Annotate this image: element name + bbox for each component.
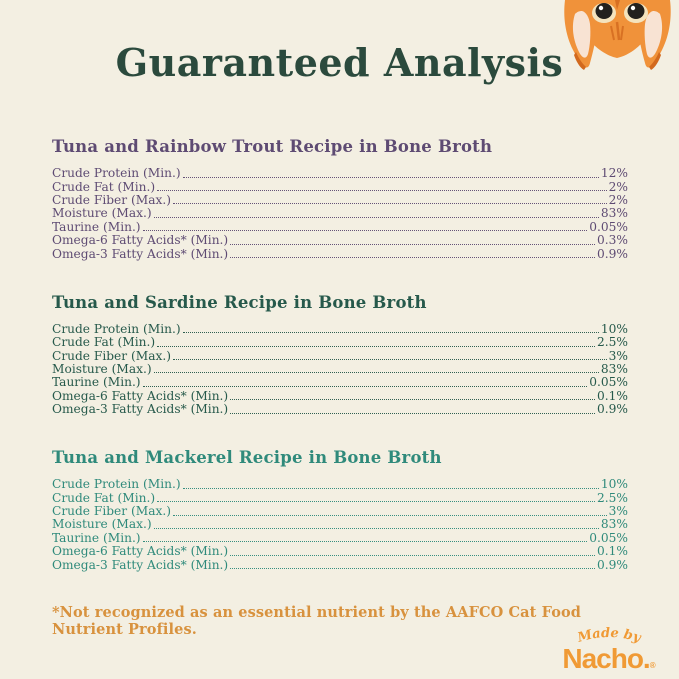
dot-leader	[157, 190, 606, 191]
nutrient-label: Omega-3 Fatty Acids* (Min.)	[52, 402, 229, 417]
nutrient-value: 2.5%	[597, 335, 628, 350]
nutrient-value: 2%	[608, 192, 628, 207]
analysis-row	[52, 558, 628, 571]
nutrient-value: 10%	[600, 477, 628, 492]
nutrient-label: Crude Protein (Min.)	[52, 166, 181, 181]
dot-leader	[183, 177, 599, 178]
dot-leader	[157, 346, 595, 347]
nutrient-label: Moisture (Max.)	[52, 517, 152, 532]
dot-leader	[230, 399, 595, 400]
dot-leader	[173, 359, 607, 360]
dot-leader	[183, 332, 599, 333]
nutrient-value: 83%	[600, 206, 628, 221]
analysis-row	[52, 491, 628, 504]
analysis-section	[52, 293, 628, 417]
section-heading: Tuna and Mackerel Recipe in Bone Broth	[52, 448, 442, 468]
nutrient-label: Crude Protein (Min.)	[52, 477, 181, 492]
dot-leader	[173, 203, 607, 204]
logo-tagline: Made by	[576, 625, 643, 646]
dot-leader	[230, 244, 595, 245]
analysis-section	[52, 448, 628, 572]
nutrient-label: Crude Fiber (Max.)	[52, 504, 171, 519]
nutrient-value: 0.9%	[597, 246, 628, 261]
nutrient-value: 10%	[600, 321, 628, 336]
dot-leader	[230, 257, 595, 258]
nutrient-label: Crude Fiber (Max.)	[52, 192, 171, 207]
nutrient-label: Omega-3 Fatty Acids* (Min.)	[52, 246, 229, 261]
analysis-row	[52, 322, 628, 335]
analysis-row	[52, 531, 628, 544]
nutrient-value: 0.1%	[597, 544, 628, 559]
nutrient-value: 83%	[600, 361, 628, 376]
analysis-row	[52, 167, 628, 180]
analysis-row	[52, 180, 628, 193]
nutrient-label: Moisture (Max.)	[52, 361, 152, 376]
dot-leader	[143, 541, 588, 542]
nutrient-label: Omega-6 Fatty Acids* (Min.)	[52, 544, 229, 559]
analysis-row	[52, 389, 628, 402]
dot-leader	[230, 413, 595, 414]
nutrient-label: Crude Fat (Min.)	[52, 335, 156, 350]
analysis-row	[52, 194, 628, 207]
nutrient-label: Taurine (Min.)	[52, 530, 141, 545]
section-heading: Tuna and Sardine Recipe in Bone Broth	[52, 292, 427, 312]
nutrient-value: 3%	[608, 348, 628, 363]
analysis-row	[52, 505, 628, 518]
nutrient-label: Moisture (Max.)	[52, 206, 152, 221]
registered-mark-icon: ®	[649, 661, 656, 670]
analysis-section	[52, 137, 628, 261]
dot-leader	[143, 230, 588, 231]
dot-leader	[173, 515, 607, 516]
analysis-row	[52, 403, 628, 416]
nutrient-label: Crude Fiber (Max.)	[52, 348, 171, 363]
analysis-row	[52, 518, 628, 531]
analysis-content	[52, 137, 628, 638]
section-heading: Tuna and Rainbow Trout Recipe in Bone Broth	[52, 137, 493, 156]
analysis-row	[52, 220, 628, 233]
logo-brand-name	[551, 645, 667, 673]
dot-leader	[154, 372, 599, 373]
nutrient-value: 12%	[600, 166, 628, 181]
dot-leader	[143, 386, 588, 387]
analysis-row	[52, 207, 628, 220]
analysis-row	[52, 336, 628, 349]
analysis-row	[52, 363, 628, 376]
analysis-rows	[52, 322, 628, 416]
nutrient-value: 0.3%	[597, 233, 628, 248]
logo-brand-text: Nacho.	[562, 643, 650, 674]
nutrient-value: 3%	[608, 504, 628, 519]
dot-leader	[230, 555, 595, 556]
analysis-row	[52, 545, 628, 558]
nutrient-value: 0.05%	[589, 375, 628, 390]
dot-leader	[154, 217, 599, 218]
analysis-rows	[52, 478, 628, 572]
page-title: Guaranteed Analysis	[115, 40, 564, 85]
nutrient-label: Taurine (Min.)	[52, 219, 141, 234]
nutrient-value: 83%	[600, 517, 628, 532]
nutrient-value: 0.05%	[589, 219, 628, 234]
nutrient-label: Crude Protein (Min.)	[52, 321, 181, 336]
analysis-rows	[52, 167, 628, 261]
dot-leader	[157, 501, 595, 502]
nutrient-value: 0.9%	[597, 402, 628, 417]
nutrient-value: 0.05%	[589, 530, 628, 545]
nutrient-label: Crude Fat (Min.)	[52, 179, 156, 194]
nutrient-value: 0.9%	[597, 557, 628, 572]
analysis-row	[52, 234, 628, 247]
analysis-row	[52, 247, 628, 260]
nutrient-label: Omega-6 Fatty Acids* (Min.)	[52, 388, 229, 403]
dot-leader	[154, 528, 599, 529]
aafco-footnote: *Not recognized as an essential nutrient by the AAFCO Cat Food Nutrient Profiles.	[52, 603, 581, 638]
analysis-row	[52, 376, 628, 389]
brand-logo	[551, 622, 667, 673]
nutrient-label: Omega-3 Fatty Acids* (Min.)	[52, 557, 229, 572]
analysis-row	[52, 349, 628, 362]
nutrient-label: Omega-6 Fatty Acids* (Min.)	[52, 233, 229, 248]
nutrient-label: Crude Fat (Min.)	[52, 490, 156, 505]
dot-leader	[230, 568, 595, 569]
nutrient-label: Taurine (Min.)	[52, 375, 141, 390]
nutrient-value: 0.1%	[597, 388, 628, 403]
analysis-row	[52, 478, 628, 491]
nutrient-value: 2.5%	[597, 490, 628, 505]
nutrient-value: 2%	[608, 179, 628, 194]
dot-leader	[183, 488, 599, 489]
